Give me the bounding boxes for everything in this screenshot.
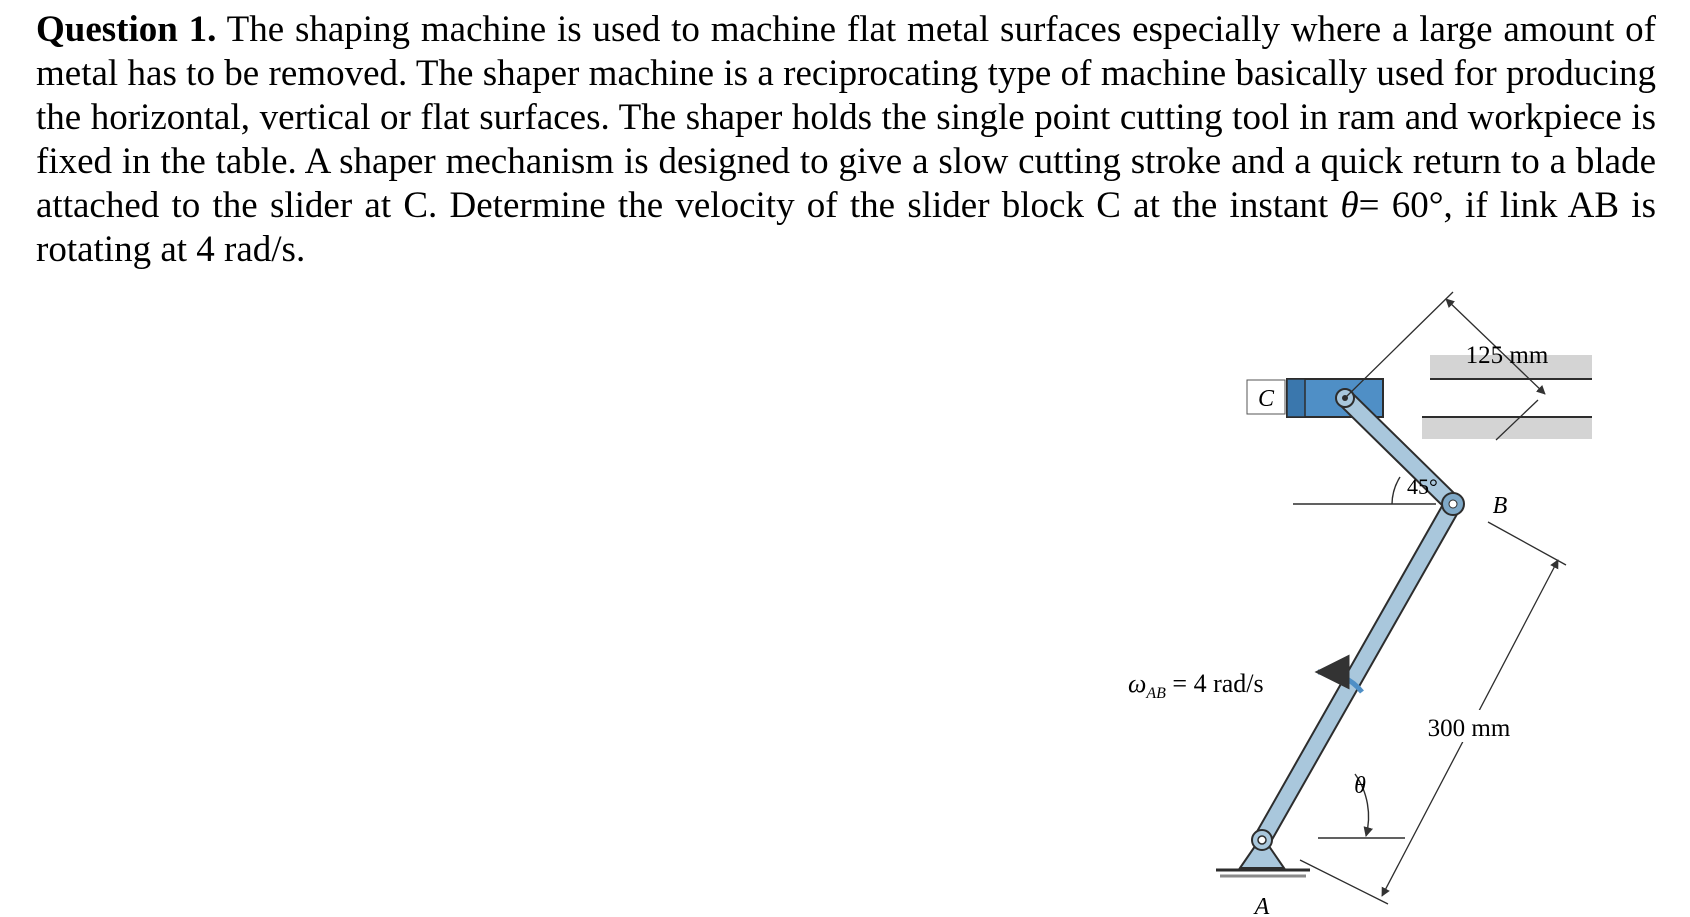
label-a: A — [1254, 894, 1270, 917]
label-b: B — [1492, 493, 1508, 519]
ground-support-a — [1216, 830, 1310, 876]
pin-b — [1442, 493, 1464, 515]
label-c: C — [1257, 386, 1275, 412]
omega-value: = 4 rad/s — [1165, 669, 1264, 698]
omega-subscript: AB — [1146, 685, 1166, 702]
question-tail: = 60°, if link AB is rotating at 4 rad/s. — [36, 185, 1656, 270]
dimension-125-label: 125 mm — [1465, 342, 1549, 369]
omega-label — [1128, 669, 1264, 702]
label-c-box — [1247, 380, 1285, 414]
omega-symbol: ω — [1128, 669, 1147, 698]
theta-symbol: θ — [1340, 185, 1359, 226]
angle-45-label: 45° — [1407, 474, 1438, 499]
question-body: The shaping machine is used to machine flat metal surfaces especially where a large amount of metal has to be removed. The shaper machine is a reciprocating type of machine basically used for producing the horizontal, vertical or flat surfaces. The shaper holds the single point cutting tool in ram and workpiece is fixed in the table. A shaper mechanism is designed to give a slow cutting stroke and a quick return to a blade attached to the slider at C. Determine the velocity of the slider block C at the instant — [36, 9, 1657, 226]
question-label: Question 1. — [36, 9, 217, 50]
dimension-300-label: 300 mm — [1427, 715, 1511, 742]
theta-angle-label: θ — [1354, 773, 1366, 799]
